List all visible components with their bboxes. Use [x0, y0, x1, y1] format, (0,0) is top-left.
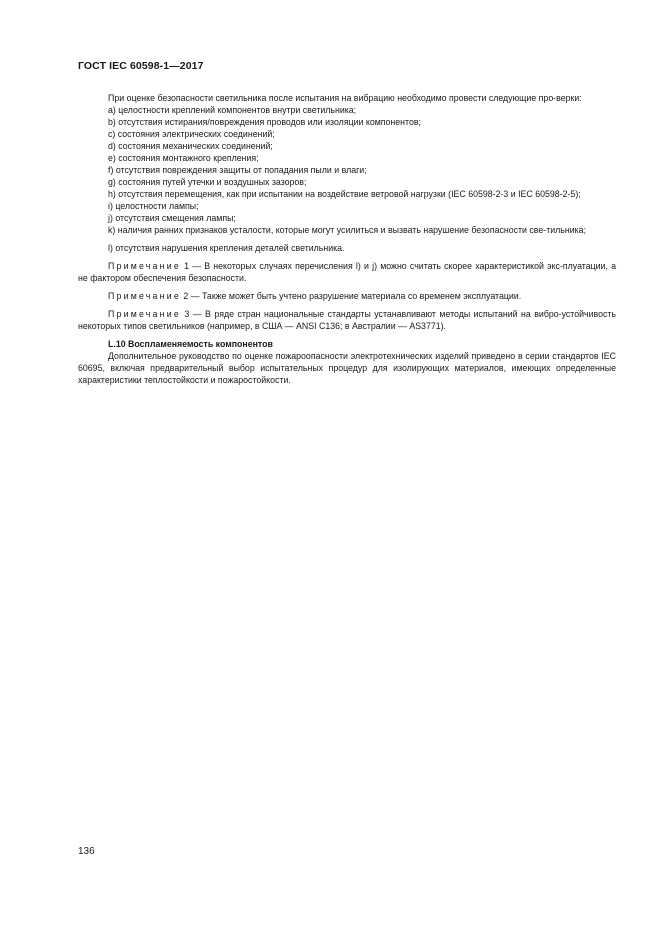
list-item: i) целостности лампы; — [108, 201, 199, 211]
note-label: Примечание — [108, 261, 181, 271]
document-header: ГОСТ IEC 60598-1—2017 — [78, 60, 204, 72]
note-2 — [78, 290, 616, 302]
list-item: f) отсутствия повреждения защиты от попадания пыли и влаги; — [108, 165, 367, 175]
intro-paragraph: При оценке безопасности светильника после испытания на вибрацию необходимо провести следующие про-верки: — [108, 93, 582, 103]
section-heading: L.10 Воспламеняемость компонентов — [108, 339, 273, 349]
list-item: а) целостности креплений компонентов внутри светильника; — [108, 105, 357, 115]
list-item: e) состояния монтажного крепления; — [108, 153, 259, 163]
note-3 — [78, 308, 616, 332]
note-text: 3 — В ряде стран национальные стандарты устанавливают методы испытаний на вибро-устойчивость некоторых типов светильников (например, в США — ANSI C136; в Австралии — AS3771). — [78, 309, 616, 331]
list-item: c) состояния электрических соединений; — [108, 129, 275, 139]
list-item: h) отсутствия перемещения, как при испытании на воздействие ветровой нагрузки (IEC 60598-2-3 и IEC 60598-2-5); — [108, 189, 581, 199]
list-item: b) отсутствия истирания/повреждения проводов или изоляции компонентов; — [108, 117, 421, 127]
document-body — [78, 92, 616, 386]
note-label: Примечание — [108, 291, 181, 301]
note-text: 2 — Также может быть учтено разрушение материала со временем эксплуатации. — [183, 291, 522, 301]
list-item: l) отсутствия нарушения крепления деталей светильника. — [108, 243, 345, 253]
checks-list — [78, 104, 616, 254]
list-item: d) состояния механических соединений; — [108, 141, 273, 151]
note-label: Примечание — [108, 309, 181, 319]
list-item: g) состояния путей утечки и воздушных зазоров; — [108, 177, 307, 187]
page-number: 136 — [78, 846, 95, 857]
list-item: k) наличия ранних признаков усталости, которые могут усилиться и вызвать нарушение безопасности све-тильника; — [108, 225, 587, 235]
note-text: 1 — В некоторых случаях перечисления l) и j) можно считать скорее характеристикой экс-плуатации, а не фактором обеспечения безопасности. — [78, 261, 616, 283]
section-paragraph: Дополнительное руководство по оценке пожароопасности электротехнических изделий приведено в серии стандартов IEC 60695, включая предварительный выбор испытательных процедур для изолирующих материалов, имеющих определенные характеристики теплостойкости и пожаростойкости. — [78, 351, 616, 385]
list-item: j) отсутствия смещения лампы; — [108, 213, 236, 223]
note-1 — [78, 260, 616, 284]
